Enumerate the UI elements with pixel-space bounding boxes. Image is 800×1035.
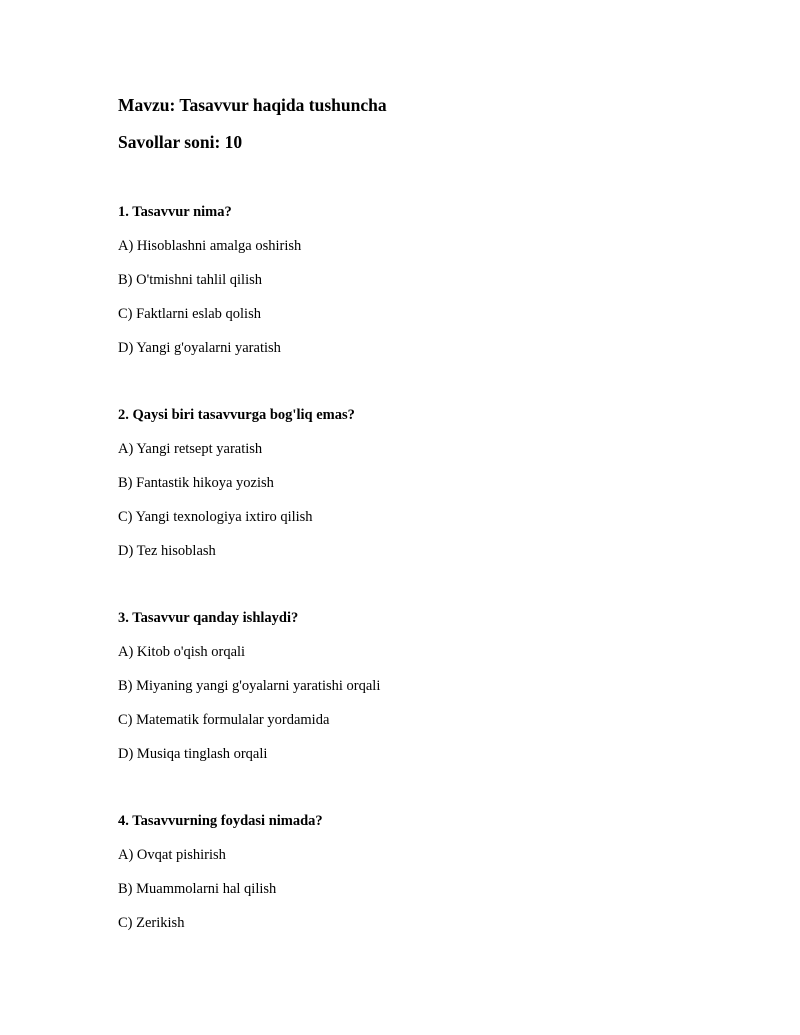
answer-option-c: C) Zerikish [118,915,185,931]
question-block [118,811,758,933]
answer-option-a: A) Yangi retsept yaratish [118,441,263,457]
question-text: 2. Qaysi biri tasavvurga bog'liq emas? [118,407,355,423]
answer-option-b: B) Miyaning yangi g'oyalarni yaratishi orqali [118,678,381,694]
question-block [118,608,758,764]
answer-option-a: A) Hisoblashni amalga oshirish [118,238,302,254]
question-block [118,405,758,561]
answer-option-c: C) Matematik formulalar yordamida [118,712,330,728]
question-block [118,202,758,358]
answer-option-d: D) Yangi g'oyalarni yaratish [118,340,281,356]
answer-option-b: B) O'tmishni tahlil qilish [118,272,262,288]
answer-option-d: D) Tez hisoblash [118,543,216,559]
document-title: Mavzu: Tasavvur haqida tushuncha [118,95,387,115]
answer-option-c: C) Yangi texnologiya ixtiro qilish [118,509,313,525]
question-text: 4. Tasavvurning foydasi nimada? [118,813,323,829]
answer-option-b: B) Fantastik hikoya yozish [118,475,274,491]
answer-option-d: D) Musiqa tinglash orqali [118,746,268,762]
question-text: 1. Tasavvur nima? [118,204,232,220]
question-count: Savollar soni: 10 [118,132,243,152]
question-text: 3. Tasavvur qanday ishlaydi? [118,610,299,626]
answer-option-a: A) Ovqat pishirish [118,847,226,863]
answer-option-a: A) Kitob o'qish orqali [118,644,246,660]
answer-option-b: B) Muammolarni hal qilish [118,881,277,897]
answer-option-c: C) Faktlarni eslab qolish [118,306,261,322]
